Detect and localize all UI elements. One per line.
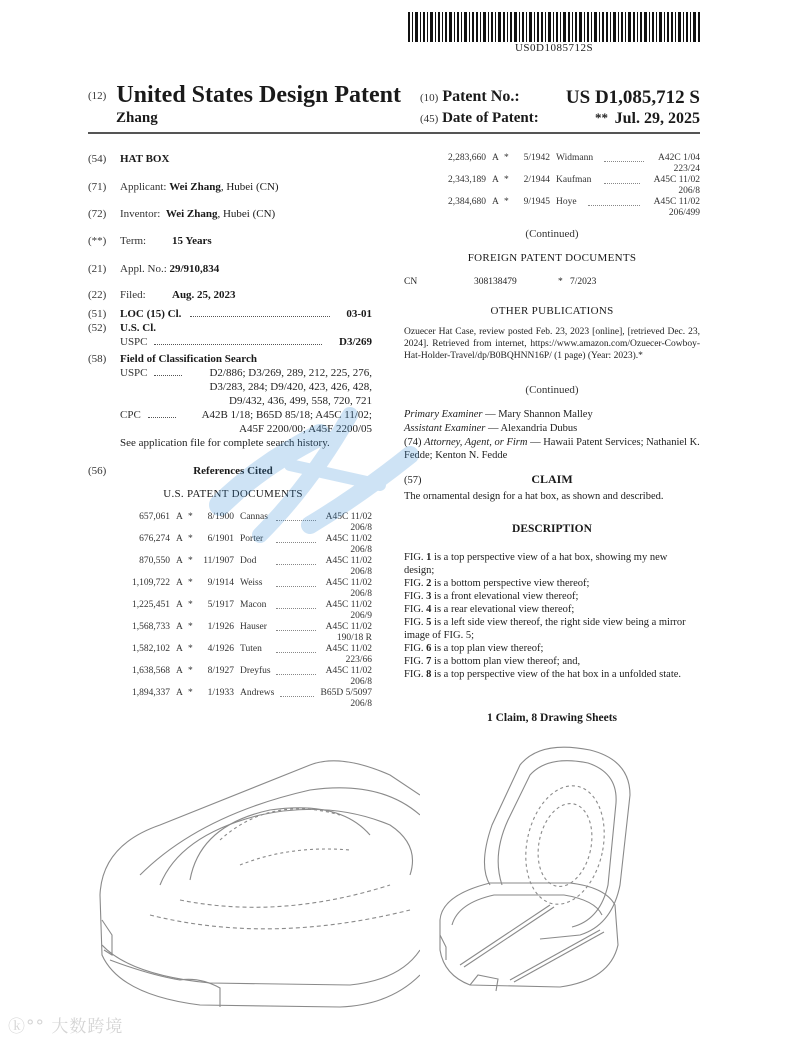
field-uspc: USPC D3/269	[120, 336, 372, 348]
reference-row: 2,343,189 A * 2/1944 Kaufman A45C 11/02 206/8	[448, 175, 700, 196]
loc-value: 03-01	[346, 308, 372, 320]
description-item: FIG. 4 is a rear elevational view thereof;	[404, 604, 575, 615]
uspc-value: D3/269	[339, 336, 372, 348]
reference-row: 1,109,722 A * 9/1914 Weiss A45C 11/02 206/8	[132, 578, 372, 599]
field-title: (54) HAT BOX	[88, 153, 170, 165]
reference-row: 1,894,337 A * 1/1933 Andrews B65D 5/5097 206/8	[132, 688, 372, 709]
reference-row: 1,638,568 A * 8/1927 Dreyfus A45C 11/02 206/8	[132, 666, 372, 687]
description-heading: DESCRIPTION	[512, 523, 592, 535]
other-publications-heading: OTHER PUBLICATIONS	[490, 305, 614, 317]
leader-dots	[190, 308, 330, 317]
search-history-note: See application file for complete search history.	[120, 437, 330, 449]
appl-no-value: 29/910,834	[169, 263, 220, 275]
search-cpc-line: A45F 2200/00; A45F 2200/05	[239, 423, 372, 435]
logo-text: 大数跨境	[51, 1017, 124, 1037]
references-code: (56)	[88, 465, 107, 477]
leader-dots	[604, 161, 644, 162]
field-classification-search: (58) Field of Classification Search	[88, 353, 257, 365]
search-uspc-label: USPC	[120, 367, 182, 380]
search-uspc-line: D3/283, 284; D9/420, 423, 426, 428,	[209, 381, 372, 393]
leader-dots	[280, 696, 314, 697]
us-references-table	[112, 512, 372, 710]
title-code: (12)	[88, 90, 107, 102]
assistant-examiner: Assistant Examiner — Alexandria Dubus	[404, 423, 578, 434]
hat-box-closed-drawing	[90, 745, 420, 1010]
patent-date-code: (45)	[420, 113, 439, 125]
search-uspc-line: D2/886; D3/269, 289, 212, 225, 276,	[209, 367, 372, 379]
patent-number-code: (10)	[420, 92, 439, 104]
leader-dots	[148, 409, 176, 418]
invention-title: HAT BOX	[120, 153, 170, 165]
logo-icon: ⓚ°°	[8, 1017, 45, 1037]
patent-date-line	[420, 110, 700, 127]
description-list	[404, 551, 700, 681]
field-us-cl: (52) U.S. Cl.	[88, 322, 157, 334]
search-uspc-line: D9/432, 436, 499, 558, 720, 721	[229, 395, 372, 407]
patent-number: US D1,085,712 S	[565, 87, 700, 108]
description-item: FIG. 6 is a top plan view thereof;	[404, 643, 544, 654]
hat-box-open-drawing	[430, 735, 690, 1005]
barcode	[408, 12, 700, 42]
filed-value: Aug. 25, 2023	[172, 289, 236, 301]
header-divider	[88, 132, 700, 134]
other-publication-citation: Ozuecer Hat Case, review posted Feb. 23, 2023 [online], [retrieved Dec. 23, 2024]. Retrieved from internet, https://www.amazon.com/Ozuecer-Cowboy-Hat-Holder-Travel/dp/B0BQHNN16P/ (1 page) (Year: 2023).*	[404, 327, 700, 361]
claims-sheets-count: 1 Claim, 8 Drawing Sheets	[486, 712, 617, 724]
search-cpc-label: CPC	[120, 409, 176, 422]
reference-row: 1,582,102 A * 4/1926 Tuten A45C 11/02 223/66	[132, 644, 372, 665]
search-cpc-line: A42B 1/18; B65D 85/18; A45C 11/02;	[201, 409, 372, 421]
leader-dots	[276, 564, 316, 565]
reference-row: 1,568,733 A * 1/1926 Hauser A45C 11/02 190/18 R	[132, 622, 372, 643]
leader-dots	[154, 336, 322, 345]
description-item: FIG. 7 is a bottom plan view thereof; and,	[404, 656, 581, 667]
leader-dots	[276, 630, 316, 631]
us-patent-documents-heading: U.S. PATENT DOCUMENTS	[163, 488, 303, 500]
leader-dots	[276, 586, 316, 587]
leader-dots	[588, 205, 640, 206]
leader-dots	[154, 367, 182, 376]
leader-dots	[276, 520, 316, 521]
reference-row: 2,283,660 A * 5/1942 Widmann A42C 1/04 223/24	[448, 153, 700, 174]
watermark-logo	[8, 1012, 123, 1037]
patent-date-stars: **	[595, 110, 608, 125]
leader-dots	[276, 542, 316, 543]
description-item: FIG. 1 is a top perspective view of a hat box, showing my new design;	[404, 552, 668, 576]
foreign-patent-documents-heading: FOREIGN PATENT DOCUMENTS	[467, 252, 637, 264]
description-item: FIG. 5 is a left side view thereof, the right side view being a mirror image of FIG. 5;	[404, 617, 686, 641]
attorney-agent: (74) Attorney, Agent, or Firm — Hawaii Patent Services; Nathaniel K. Fedde; Kenton N. Fedde	[404, 437, 700, 461]
barcode-number: US0D1085712S	[514, 42, 594, 54]
term-value: 15 Years	[172, 235, 212, 247]
description-item: FIG. 8 is a top perspective view of the hat box in a unfolded state.	[404, 669, 682, 680]
title-text: United States Design Patent	[116, 82, 401, 108]
description-item: FIG. 2 is a bottom perspective view thereof;	[404, 578, 590, 589]
claim-heading: CLAIM	[531, 472, 573, 486]
leader-dots	[276, 674, 316, 675]
references-heading: References Cited	[193, 465, 273, 477]
leader-dots	[276, 608, 316, 609]
field-applicant: (71) Applicant: Wei Zhang, Hubei (CN)	[88, 181, 279, 193]
primary-examiner: Primary Examiner — Mary Shannon Malley	[404, 409, 593, 420]
field-appl-no: (21) Appl. No.: 29/910,834	[88, 263, 220, 275]
leader-dots	[604, 183, 640, 184]
inventor-surname: Zhang	[116, 110, 158, 126]
document-title	[88, 82, 401, 109]
reference-row: 657,061 A * 8/1900 Cannas A45C 11/02 206/8	[139, 512, 372, 533]
field-inventor: (72) Inventor: Wei Zhang, Hubei (CN)	[88, 208, 276, 220]
reference-row: 1,225,451 A * 5/1917 Macon A45C 11/02 206/9	[132, 600, 372, 621]
claim-text: The ornamental design for a hat box, as shown and described.	[404, 491, 664, 502]
description-item: FIG. 3 is a front elevational view thereof;	[404, 591, 579, 602]
continued-link-2[interactable]: (Continued)	[525, 384, 579, 396]
reference-row: 676,274 A * 6/1901 Porter A45C 11/02 206/8	[139, 534, 372, 555]
applicant-name: Wei Zhang	[169, 181, 221, 193]
field-term: (**) Term: 15 Years	[88, 235, 212, 247]
field-filed: (22) Filed: Aug. 25, 2023	[88, 289, 236, 301]
reference-row: 870,550 A * 11/1907 Dod A45C 11/02 206/8	[139, 556, 372, 577]
field-loc: (51) LOC (15) Cl. 03-01	[88, 308, 372, 320]
patent-date: Jul. 29, 2025	[614, 110, 700, 127]
patent-number-label: Patent No.:	[442, 88, 520, 105]
reference-row: 2,384,680 A * 9/1945 Hoye A45C 11/02 206/499	[448, 197, 700, 218]
inventor-name: Wei Zhang	[165, 208, 218, 220]
patent-number-line	[420, 88, 700, 106]
us-references-continued	[428, 153, 700, 219]
patent-date-label: Date of Patent:	[442, 110, 539, 126]
continued-link-1[interactable]: (Continued)	[525, 228, 579, 240]
leader-dots	[276, 652, 316, 653]
claim-code: (57)	[404, 475, 422, 486]
